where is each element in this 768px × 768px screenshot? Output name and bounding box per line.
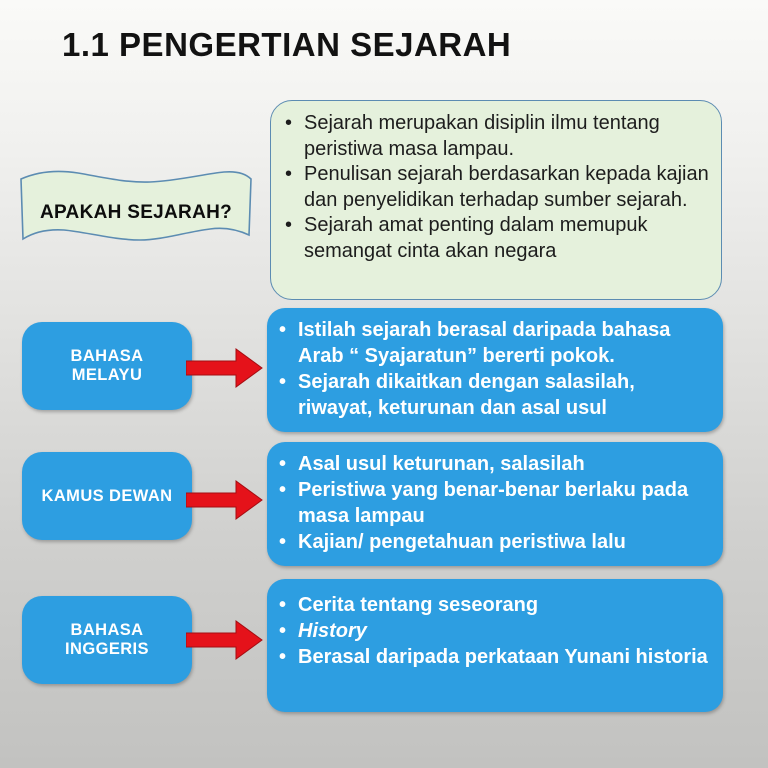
label-text: KAMUS DEWAN <box>41 486 173 505</box>
bullet-item <box>279 592 713 618</box>
bullet-text: Asal usul keturunan, salasilah <box>298 453 585 475</box>
bullet-item <box>279 369 713 421</box>
bullet-text: Berasal daripada perkataan Yunani historia <box>298 646 708 668</box>
intro-box <box>270 100 722 300</box>
bullet-dot: • <box>279 453 287 475</box>
content-box-bahasa-inggeris <box>267 579 723 712</box>
label-box-bahasa-inggeris <box>22 596 192 684</box>
bullet-item <box>279 529 713 555</box>
page-title: 1.1 PENGERTIAN SEJARAH <box>62 26 512 63</box>
intro-bullets <box>285 111 709 265</box>
bullet-text: History <box>298 620 367 642</box>
bullet-item <box>285 213 709 264</box>
bullet-dot: • <box>279 646 287 668</box>
content-bullets <box>279 592 713 670</box>
bullet-text: Cerita tentang seseorang <box>298 594 539 616</box>
bullet-item <box>285 111 709 162</box>
bullet-text: Peristiwa yang benar-benar berlaku pada masa lampau <box>298 479 689 527</box>
bullet-dot: • <box>279 594 287 616</box>
bullet-dot: • <box>279 319 287 341</box>
label-text: BAHASA INGGERIS <box>65 621 149 658</box>
label-box-bahasa-melayu <box>22 322 192 410</box>
bullet-dot: • <box>279 479 287 501</box>
bullet-text: Sejarah amat penting dalam memupuk semangat cinta akan negara <box>304 214 648 262</box>
label-text: BAHASA MELAYU <box>70 347 144 384</box>
bullet-item <box>279 317 713 369</box>
bullet-dot: • <box>285 163 293 186</box>
bullet-text: Kajian/ pengetahuan peristiwa lalu <box>298 531 626 553</box>
red-arrow-icon <box>186 618 264 662</box>
bullet-item <box>279 644 713 670</box>
bullet-dot: • <box>279 371 287 393</box>
bullet-dot: • <box>285 112 293 134</box>
red-arrow-icon <box>186 478 264 522</box>
content-box-bahasa-melayu <box>267 308 723 432</box>
bullet-text: Sejarah merupakan disiplin ilmu tentang peristiwa masa lampau. <box>304 112 660 160</box>
apakah-sejarah-banner <box>14 168 258 246</box>
bullet-text: Sejarah dikaitkan dengan salasilah, riwayat, keturunan dan asal usul <box>298 371 635 419</box>
bullet-dot: • <box>279 620 287 642</box>
red-arrow-icon <box>186 346 264 390</box>
bullet-item <box>285 162 709 213</box>
content-box-kamus-dewan <box>267 442 723 566</box>
content-bullets <box>279 317 713 421</box>
bullet-dot: • <box>285 214 293 237</box>
content-bullets <box>279 451 713 555</box>
bullet-text: Istilah sejarah berasal daripada bahasa Arab “ Syajaratun” bererti pokok. <box>298 319 671 367</box>
bullet-item <box>279 451 713 477</box>
bullet-dot: • <box>279 531 287 553</box>
bullet-item <box>279 477 713 529</box>
banner-label: APAKAH SEJARAH? <box>39 202 233 223</box>
label-box-kamus-dewan <box>22 452 192 540</box>
bullet-text: Penulisan sejarah berdasarkan kepada kajian dan penyelidikan terhadap sumber sejarah. <box>304 163 709 211</box>
bullet-item <box>279 618 713 644</box>
